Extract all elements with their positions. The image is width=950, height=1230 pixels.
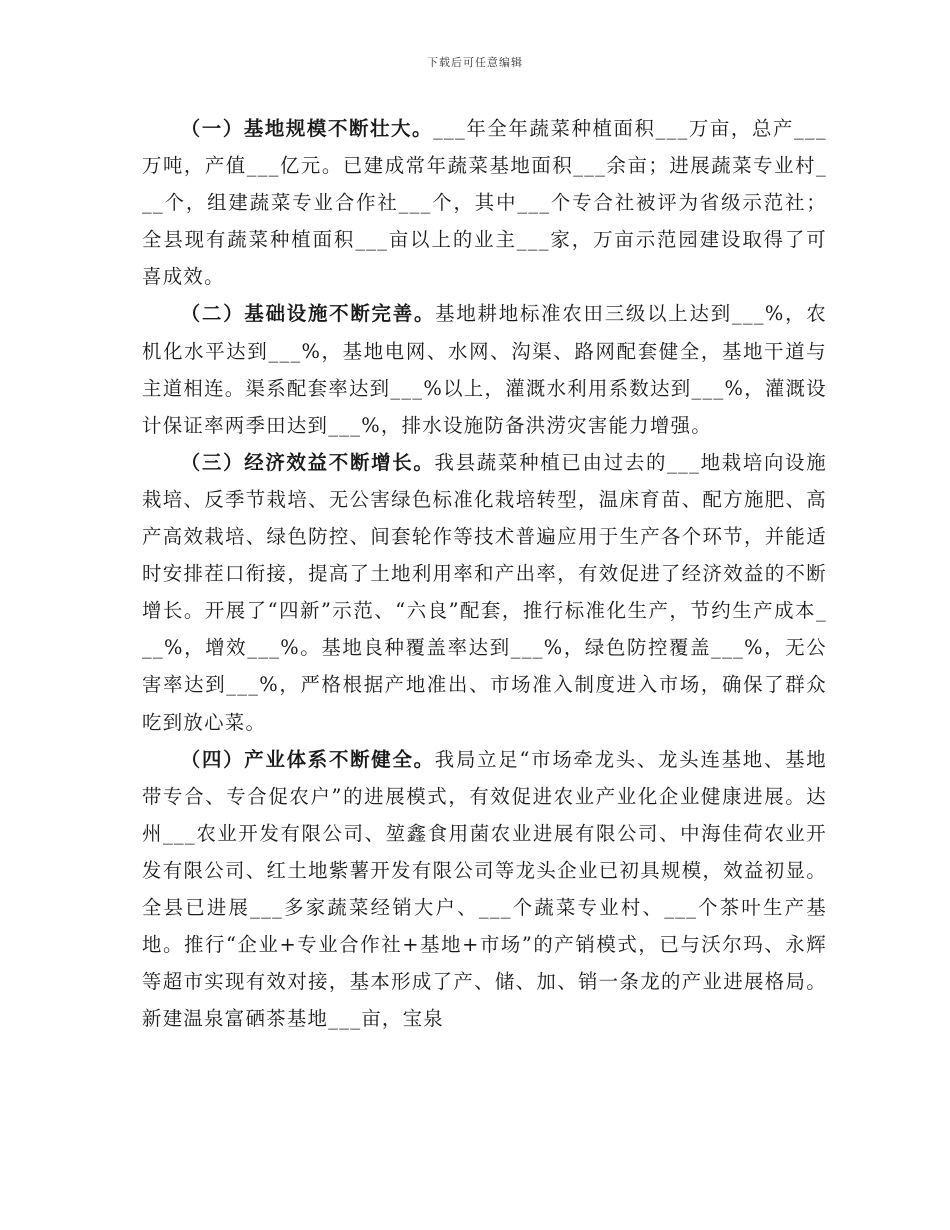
paragraph-body: 基地耕地标准农田三级以上达到___%，农机化水平达到___%，基地电网、水网、沟渠、路网配套健全，基地干道与主道相连。渠系配套率达到___%以上，灌溉水利用系数达到___%，灌溉设计保证率两季田达到___%，排水设施防备洪涝灾害能力增强。 bbox=[142, 302, 827, 437]
paragraph-infrastructure bbox=[142, 295, 827, 443]
paragraph-heading: （一）基地规模不断壮大。 bbox=[180, 117, 434, 140]
paragraph-heading: （三）经济效益不断增长。 bbox=[180, 450, 435, 474]
paragraph-body: 我县蔬菜种植已由过去的___地栽培向设施栽培、反季节栽培、无公害绿色标准化栽培转型，温床育苗、配方施肥、高产高效栽培、绿色防控、间套轮作等技术普遍应用于生产各个环节，并能适时安排茬口衔接，提高了土地利用率和产出率，有效促进了经济效益的不断增长。开展了“四新”示范、“六良”配套，推行标准化生产，节约生产成本___%，增效___%。基地良种覆盖率达到___%，绿色防控覆盖___%，无公害率达到___%，严格根据产地准出、市场准入制度进入市场，确保了群众吃到放心菜。 bbox=[142, 450, 827, 734]
paragraph-base-scale bbox=[142, 110, 827, 295]
paragraph-body: ___年全年蔬菜种植面积___万亩，总产___万吨，产值___亿元。已建成常年蔬菜基地面积___余亩；进展蔬菜专业村___个，组建蔬菜专业合作社___个，其中___个专合社被评为省级示范社；全县现有蔬菜种植面积___亩以上的业主___家，万亩示范园建设取得了可喜成效。 bbox=[142, 117, 827, 289]
document-body bbox=[142, 110, 827, 1037]
paragraph-heading: （二）基础设施不断完善。 bbox=[180, 302, 436, 326]
paragraph-industry-system bbox=[142, 741, 827, 1038]
paragraph-heading: （四）产业体系不断健全。 bbox=[180, 747, 435, 771]
paragraph-economic-benefit bbox=[142, 444, 827, 741]
page-header: 下载后可任意编辑 bbox=[427, 56, 523, 69]
paragraph-body: 我局立足“市场牵龙头、龙头连基地、基地带专合、专合促农户”的进展模式，有效促进农业产业化企业健康进展。达州___农业开发有限公司、堃鑫食用菌农业进展有限公司、中海佳荷农业开发有限公司、红土地紫薯开发有限公司等龙头企业已初具规模，效益初显。全县已进展___多家蔬菜经销大户、___个蔬菜专业村、___个茶叶生产基地。推行“企业+专业合作社+基地+市场”的产销模式，已与沃尔玛、永辉等超市实现有效对接，基本形成了产、储、加、销一条龙的产业进展格局。新建温泉富硒茶基地___亩，宝泉 bbox=[142, 747, 827, 1031]
